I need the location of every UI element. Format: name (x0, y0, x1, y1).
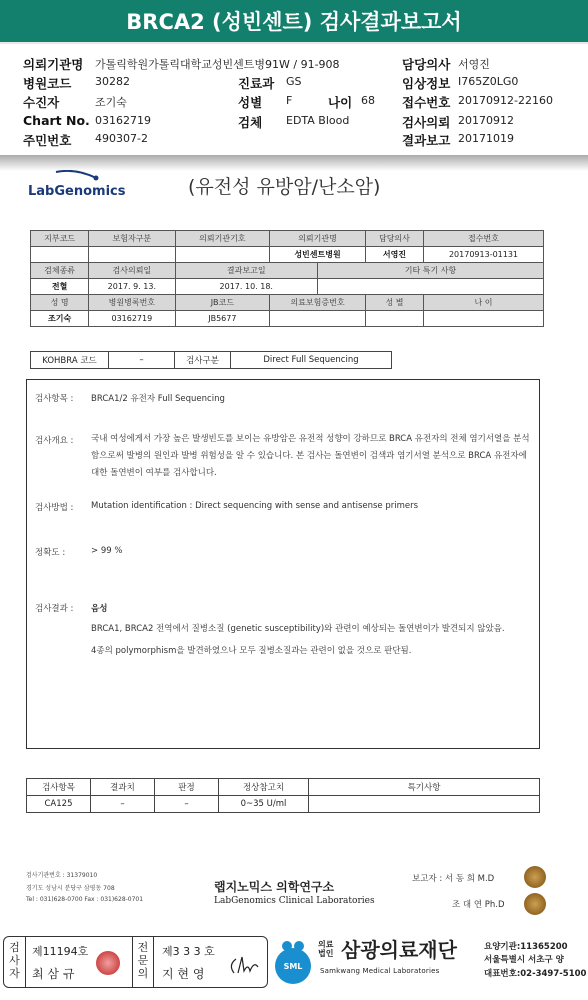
signature-icon (226, 953, 260, 979)
table-header-cell: 보험자구분 (89, 231, 175, 247)
table-cell: 서영진 (365, 247, 423, 263)
table-cell: 전혈 (31, 279, 89, 295)
table-header-cell: 담당의사 (365, 231, 423, 247)
hospital-code-value: 30282 (95, 75, 130, 88)
table-cell (365, 311, 423, 327)
table-header-cell: 검사의뢰일 (89, 263, 175, 279)
table-header-cell: 의뢰기관명 (270, 231, 366, 247)
table-header-cell: 성 별 (365, 295, 423, 311)
specimen-value: EDTA Blood (286, 114, 350, 127)
accuracy-value: > 99 % (91, 546, 123, 556)
patient-name-label: 수진자 (23, 95, 60, 110)
labgenomics-logo-text: LabGenomics (28, 184, 126, 199)
org-address: 서울특별시 서초구 양 (484, 955, 564, 965)
specialist-vertical-label: 전문의 (132, 937, 154, 987)
table-cell: JB5677 (175, 311, 270, 327)
table-header-cell: 검체종류 (31, 263, 89, 279)
accuracy-label: 정확도 : (35, 548, 66, 558)
scan-shadow (0, 155, 588, 171)
table-header-cell: JB코드 (175, 295, 270, 311)
table-cell: 20170913-01131 (424, 247, 544, 263)
result-label: 검사결과 : (35, 604, 74, 614)
table-cell (424, 311, 544, 327)
examiner-seal-icon (96, 951, 120, 975)
age-label: 나이 (328, 95, 353, 110)
org-institution-code: 요양기관:11365200 (484, 942, 568, 952)
receipt-no-label: 접수번호 (402, 95, 451, 110)
lab-name-ko: 랩지노믹스 의학연구소 (214, 880, 335, 894)
org-phone: 대표번호:02-3497-5100 (484, 969, 587, 979)
request-date-value: 20170912 (458, 114, 514, 127)
result-text-1: BRCA1, BRCA2 전역에서 질병소질 (genetic susceptibility)와 관련이 예상되는 돌연변이가 발견되지 않았음. (91, 624, 505, 634)
table-cell (270, 311, 366, 327)
result-section (26, 379, 540, 749)
seal-stamp-icon (524, 866, 546, 888)
org-type-label (318, 940, 333, 958)
age-value: 68 (361, 94, 375, 107)
hospital-name-label: 의뢰기관명 (23, 57, 84, 72)
test-type-value: Direct Full Sequencing (231, 352, 392, 369)
reporter-2: 조 대 연 Ph.D (452, 900, 505, 910)
report-date-label: 결과보고 (402, 133, 451, 148)
table-cell: 2017. 9. 13. (89, 279, 175, 295)
org-name: 삼광의료재단 (341, 938, 457, 962)
table-cell: 성빈센트병원 (270, 247, 366, 263)
table-cell (309, 796, 540, 813)
table-cell: CA125 (27, 796, 91, 813)
examiner-name: 최 삼 규 (32, 967, 75, 981)
table-header-cell: 지부코드 (31, 231, 89, 247)
specialist-name: 지 현 영 (162, 967, 205, 981)
hospital-name-value: 가톨릭학원가톨릭대학교성빈센트병91W / 91-908 (95, 58, 340, 71)
table-header-cell: 나 이 (424, 295, 544, 311)
signature-box (3, 936, 268, 988)
table-cell: – (155, 796, 219, 813)
report-header-title: BRCA2 (성빈센트) 검사결과보고서 (0, 0, 588, 44)
kohbra-label: KOHBRA 코드 (31, 352, 109, 369)
sml-logo-icon (272, 936, 314, 986)
examiner-license: 제11194호 (32, 945, 89, 958)
org-name-en: Samkwang Medical Laboratories (320, 967, 440, 975)
seal-stamp-icon (524, 893, 546, 915)
table-cell: 2017. 10. 18. (175, 279, 317, 295)
table-header-cell: 판정 (155, 779, 219, 796)
ca125-table (26, 778, 540, 813)
result-value: 음성 (91, 604, 108, 614)
table-header-cell: 결과보고일 (175, 263, 317, 279)
test-item-value: BRCA1/2 유전자 Full Sequencing (91, 394, 225, 404)
table-cell (31, 247, 89, 263)
labgenomics-logo (28, 170, 124, 202)
clinical-info-value: I765Z0LG0 (458, 75, 519, 88)
table-header-cell: 결과치 (91, 779, 155, 796)
table-header-cell: 의뢰기관기호 (175, 231, 270, 247)
report-date-value: 20171019 (458, 132, 514, 145)
lab-name-en: LabGenomics Clinical Laboratories (214, 896, 375, 906)
org-type-2: 법인 (318, 949, 334, 958)
sml-logo (272, 936, 314, 986)
receipt-no-value: 20170912-22160 (458, 94, 553, 107)
test-type-label: 검사구분 (175, 352, 231, 369)
footer-lab-number: 검사기관번호 : 31379010 (26, 872, 98, 879)
table-cell: – (91, 796, 155, 813)
hospital-code-label: 병원코드 (23, 76, 72, 91)
kohbra-table (30, 351, 392, 369)
table-cell (175, 247, 270, 263)
method-value: Mutation identification : Direct sequencing with sense and antisense primers (91, 501, 419, 511)
patient-info-panel (0, 47, 588, 155)
resident-no-value: 490307-2 (95, 132, 148, 145)
kohbra-value: – (109, 352, 175, 369)
table-cell: 03162719 (89, 311, 175, 327)
overview-text: 국내 여성에게서 가장 높은 발생빈도를 보이는 유방암은 유전적 성향이 강하므로 BRCA 유전자의 전체 염기서열을 분석함으로써 발병의 원인과 발병 위험성을 알 수 있습니다. 본 검사는 돌연변이 검색과 염기서열 분석으로 BRCA 유전자에 대한 돌연변이 여부를 검사합니다. (91, 434, 530, 478)
table-header-cell: 접수번호 (424, 231, 544, 247)
patient-table (30, 230, 544, 327)
doctor-label: 담당의사 (402, 57, 451, 72)
footer-address: 경기도 성남시 분당구 삼평동 708 (26, 885, 115, 892)
table-header-cell: 정상참고치 (219, 779, 309, 796)
reporter-1: 보고자 : 서 동 희 M.D (412, 874, 495, 884)
sml-logo-text: SML (283, 962, 303, 971)
table-header-cell: 기타 특기 사항 (317, 263, 543, 279)
table-header-cell: 특기사항 (309, 779, 540, 796)
table-cell (317, 279, 543, 295)
doctor-value: 서영진 (458, 58, 490, 71)
table-header-cell: 성 명 (31, 295, 89, 311)
footer-phone: Tel : 031)628-0700 Fax : 031)628-0701 (26, 896, 144, 903)
table-header-cell: 검사항목 (27, 779, 91, 796)
method-label: 검사방법 : (35, 503, 74, 513)
report-subtitle: (유전성 유방암/난소암) (188, 176, 381, 198)
chart-no-label: Chart No. (23, 113, 90, 128)
sex-value: F (286, 94, 293, 107)
bottom-signature-bar (0, 930, 588, 1000)
department-value: GS (286, 75, 302, 88)
specialist-license: 제3 3 3 호 (162, 945, 215, 958)
result-text-2: 4종의 polymorphism을 발견하였으나 모두 질병소질과는 관련이 없을 것으로 판단됨. (91, 646, 412, 656)
specimen-label: 검체 (238, 115, 263, 130)
test-item-label: 검사항목 : (35, 394, 74, 404)
request-date-label: 검사의뢰 (402, 115, 451, 130)
overview-label: 검사개요 : (35, 436, 74, 446)
table-cell (89, 247, 175, 263)
resident-no-label: 주민번호 (23, 133, 72, 148)
department-label: 진료과 (238, 76, 275, 91)
table-header-cell: 병원병록번호 (89, 295, 175, 311)
sex-label: 성별 (238, 95, 263, 110)
org-type-1: 의료 (318, 940, 334, 949)
table-cell: 조기숙 (31, 311, 89, 327)
examiner-vertical-label: 검사자 (4, 937, 26, 987)
patient-name-value: 조기숙 (95, 96, 127, 109)
clinical-info-label: 임상정보 (402, 76, 451, 91)
chart-no-value: 03162719 (95, 114, 151, 127)
table-cell: 0~35 U/ml (219, 796, 309, 813)
table-header-cell: 의료보험증번호 (270, 295, 366, 311)
